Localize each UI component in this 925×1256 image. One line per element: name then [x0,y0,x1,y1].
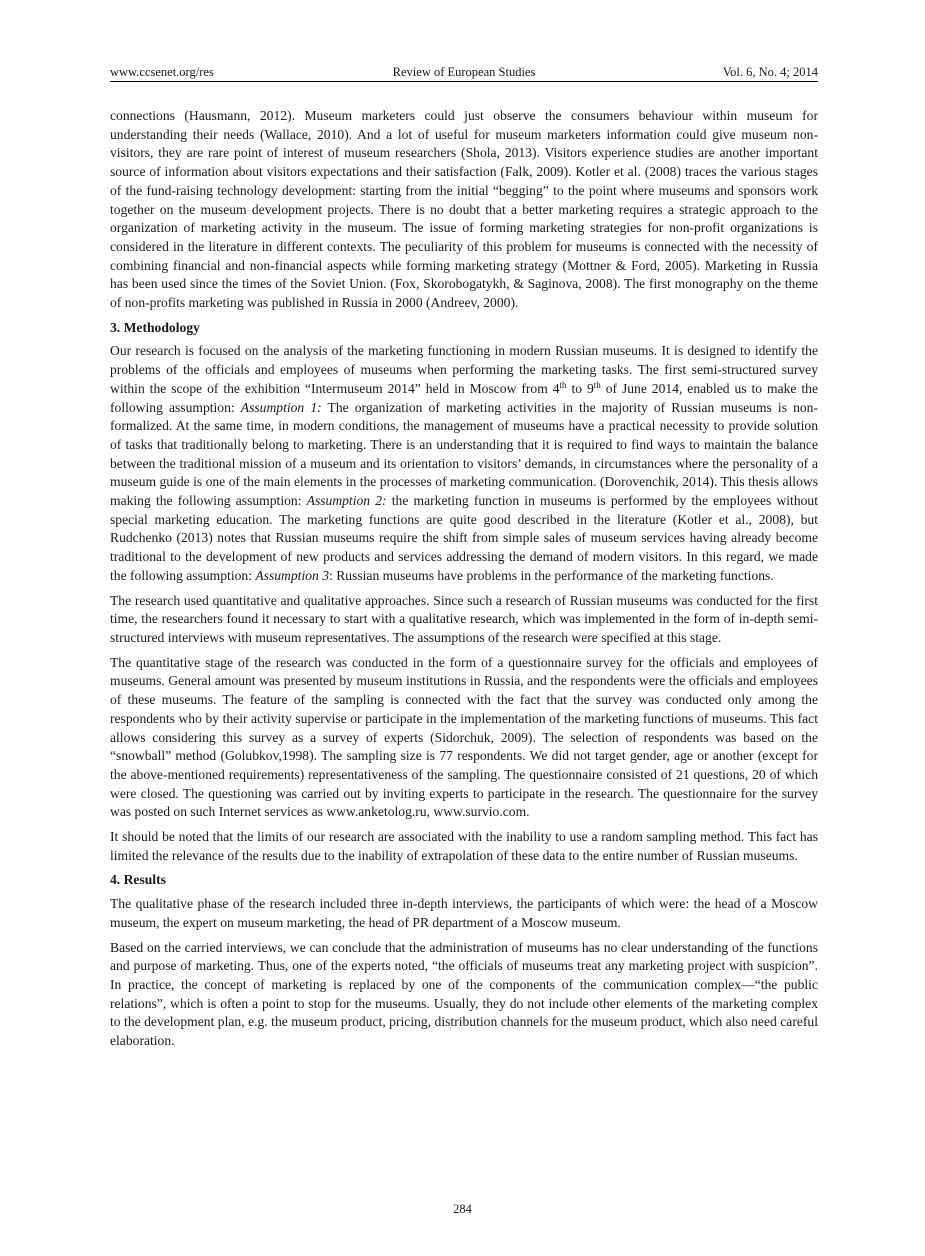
paragraph-methodology-3: The quantitative stage of the research was conducted in the form of a questionnaire survey for the officials and employees of museums. General amount was presented by museum institutions in Russia, and the respondents were the officials and employees of these museums. The feature of the sampling is connected with the fact that the survey was conducted only among the respondents who by their activity supervise or participate in the implementation of the marketing functions of museums. This fact allows considering this survey as a survey of experts (Sidorchuk, 2009). The selection of respondents was based on the “snowball” method (Golubkov,1998). The sampling size is 77 respondents. We did not target gender, age or another (except for the above-mentioned requirements) representativeness of the sampling. The questionnaire consisted of 21 questions, 20 of which were closed. The questioning was carried out by inviting experts to participate in the research. The questionnaire for the survey was posted on such Internet services as www.anketolog.ru, www.survio.com. [110,654,818,820]
section-heading-methodology: 3. Methodology [110,319,200,335]
assumption-2-label: Assumption 2: [306,493,387,509]
journal-url: www.ccsenet.org/res [110,65,214,79]
paragraph-methodology-1: Our research is focused on the analysis of the marketing functioning in modern Russian museums. It is designed to identify the problems of the officials and employees of museums when performing the marketing tasks. The first semi-structured survey within the scope of the exhibition “Intermuseum 2014” held in Moscow from 4th to 9th of June 2014, enabled us to make the following assumption: Assumption 1: The organization of marketing activities in the majority of Russian museums is non-formalized. At the same time, in modern conditions, the management of museums have a practical necessity to provide solution of tasks that traditionally belong to marketing. There is an understanding that it is required to find ways to maintain the balance between the traditional mission of a museum and its orientation to visitors’ demands, in circumstances where the personality of a museum guide is one of the main elements in the processes of marketing communication. (Dorovenchik, 2014). This thesis allows making the following assumption: Assumption 2: the marketing function in museums is performed by the employees without special marketing education. The marketing functions are quite good described in the literature (Kotler et al., 2008), but Rudchenko (2013) notes that Russian museums require the shift from simple sales of museum services having already become traditional to the development of new products and services addressing the demand of modern visitors. In this regard, we made the following assumption: Assumption 3: Russian museums have problems in the performance of the marketing functions. [110,343,818,583]
page-number: 284 [453,1202,472,1216]
paragraph-results-2: Based on the carried interviews, we can conclude that the administration of museums has no clear understanding of the functions and purpose of marketing. Thus, one of the experts noted, “the officials of museums treat any marketing project with suspicion”. In practice, the concept of marketing is replaced by one of the components of the communication complex—“the public relations”, which is often a point to stop for the museums. Usually, they do not include other elements of the marketing complex to the development plan, e.g. the museum product, pricing, distribution channels for the museum product, which also need careful elaboration. [110,939,818,1049]
running-header [110,63,818,82]
paragraph-methodology-2: The research used quantitative and qualitative approaches. Since such a research of Russian museums was conducted for the first time, the researchers found it necessary to start with a qualitative research, which was implemented in the form of in-depth semi-structured interviews with museum representatives. The assumptions of the research were specified at this stage. [110,592,818,645]
paragraph-methodology-4: It should be noted that the limits of our research are associated with the inability to use a random sampling method. This fact has limited the relevance of the results due to the inability of extrapolation of these data to the entire number of Russian museums. [110,829,818,863]
volume-info: Vol. 6, No. 4; 2014 [722,65,818,79]
journal-title: Review of European Studies [392,65,536,79]
article-body [110,107,818,1057]
paragraph-intro: connections (Hausmann, 2012). Museum marketers could just observe the consumers behaviour within museum for understanding their needs (Wallace, 2010). And a lot of useful for museum marketers information could give museum non-visitors, they are rare point of interest of museum researchers (Shola, 2013). Visitors experience studies are another important source of information about visitors expectations and their satisfaction (Falk, 2009). Kotler et al. (2008) traces the various stages of the fund-raising technology development: starting from the initial “begging” to the point where museums and sponsors work together on the museum development projects. There is no doubt that a better marketing requires a strategic approach to the organization of marketing activity in the museum. The issue of forming marketing strategies for non-profit organizations is considered in the literature in different contexts. The peculiarity of this problem for museums is connected with the necessity of combining financial and non-financial aspects while forming marketing strategy (Mottner & Ford, 2005). Marketing in Russia has been used since the times of the Soviet Union. (Fox, Skorobogatykh, & Saginova, 2008). The first monography on the theme of non-profits marketing was published in Russia in 2000 (Andreev, 2000). [110,108,818,311]
section-heading-results: 4. Results [110,872,166,888]
assumption-3-label: Assumption 3 [255,567,330,583]
paragraph-results-1: The qualitative phase of the research included three in-depth interviews, the participants of which were: the head of a Moscow museum, the expert on museum marketing, the head of PR department of a Moscow museum. [110,896,818,930]
assumption-1-label: Assumption 1: [240,399,322,415]
